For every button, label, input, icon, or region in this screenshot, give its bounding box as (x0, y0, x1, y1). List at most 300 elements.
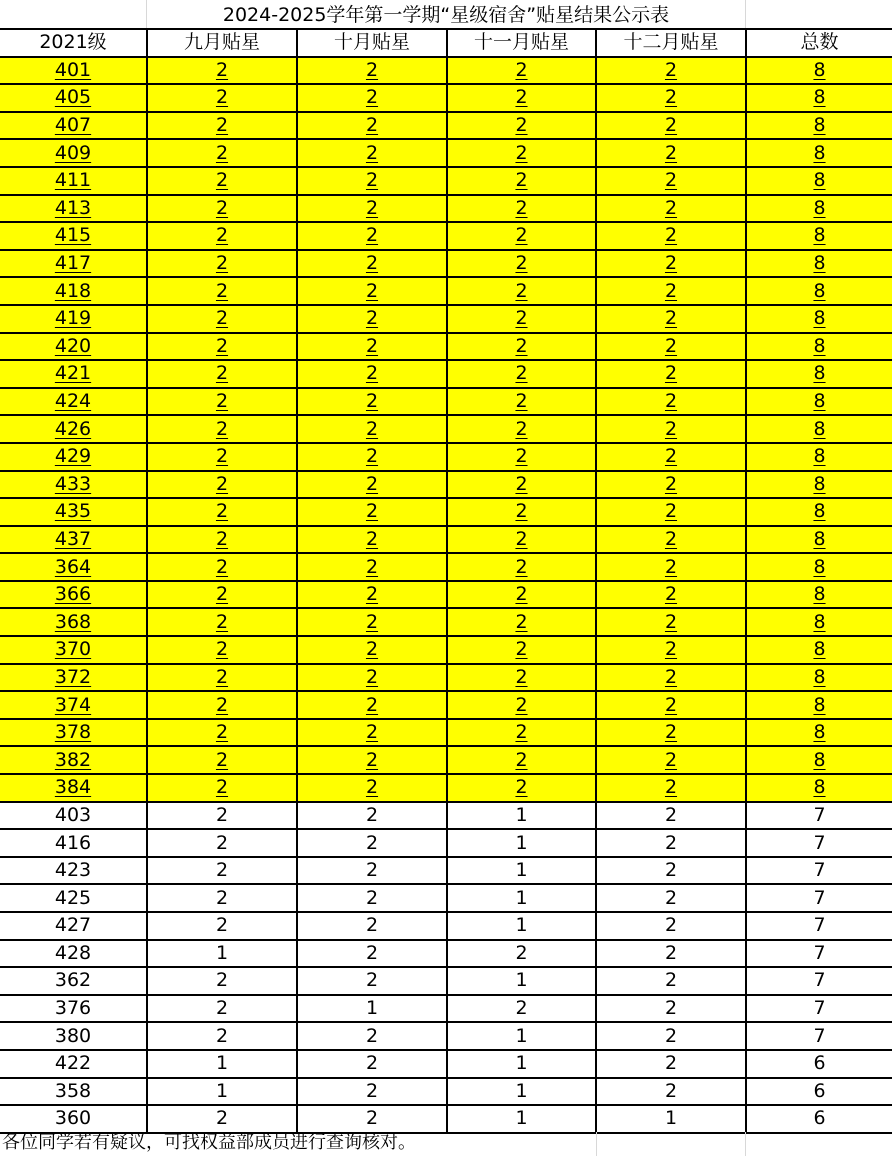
cell-value: 2 (664, 859, 678, 882)
cell-value: 2 (215, 859, 229, 882)
cell-september[interactable] (147, 802, 297, 830)
cell-september[interactable] (147, 1105, 297, 1133)
cell-december[interactable] (596, 995, 746, 1023)
cell-december[interactable] (596, 664, 746, 692)
cell-value: 2 (365, 665, 379, 688)
cell-december[interactable] (596, 774, 746, 802)
cell-september[interactable] (147, 167, 297, 195)
cell-november[interactable] (447, 360, 596, 388)
cell-value: 368 (54, 610, 92, 633)
cell-october[interactable] (297, 222, 447, 250)
cell-value: 374 (54, 693, 92, 716)
cell-october[interactable] (297, 995, 447, 1023)
cell-october[interactable] (297, 774, 447, 802)
cell-december[interactable] (596, 829, 746, 857)
cell-total[interactable] (746, 360, 892, 388)
cell-value: 2 (365, 638, 379, 661)
header-september[interactable]: 九月贴星 (147, 29, 297, 57)
cell-dorm[interactable] (0, 415, 147, 443)
cell-september[interactable] (147, 746, 297, 774)
cell-september[interactable] (147, 305, 297, 333)
cell-october[interactable] (297, 912, 447, 940)
cell-value: 1 (664, 1107, 678, 1130)
cell-october[interactable] (297, 250, 447, 278)
cell-total[interactable] (746, 719, 892, 747)
cell-november[interactable] (447, 581, 596, 609)
cell-value: 2 (365, 555, 379, 578)
cell-september[interactable] (147, 719, 297, 747)
cell-total[interactable] (746, 305, 892, 333)
table-row (0, 498, 892, 526)
cell-value: 8 (813, 58, 826, 81)
cell-december[interactable] (596, 526, 746, 554)
cell-september[interactable] (147, 1022, 297, 1050)
cell-september[interactable] (147, 333, 297, 361)
cell-october[interactable] (297, 967, 447, 995)
cell-november[interactable] (447, 829, 596, 857)
cell-dorm[interactable] (0, 526, 147, 554)
cell-total[interactable] (746, 829, 892, 857)
cell-dorm[interactable] (0, 1105, 147, 1133)
cell-december[interactable] (596, 636, 746, 664)
cell-december[interactable] (596, 57, 746, 85)
cell-november[interactable] (447, 746, 596, 774)
cell-dorm[interactable] (0, 774, 147, 802)
cell-december[interactable] (596, 912, 746, 940)
cell-december[interactable] (596, 250, 746, 278)
cell-october[interactable] (297, 195, 447, 223)
cell-november[interactable] (447, 277, 596, 305)
cell-dorm[interactable] (0, 857, 147, 885)
cell-value: 2 (215, 141, 229, 164)
cell-november[interactable] (447, 498, 596, 526)
cell-december[interactable] (596, 746, 746, 774)
cell-total[interactable] (746, 774, 892, 802)
cell-september[interactable] (147, 1050, 297, 1078)
cell-december[interactable] (596, 1105, 746, 1133)
cell-december[interactable] (596, 857, 746, 885)
cell-october[interactable] (297, 498, 447, 526)
cell-november[interactable] (447, 222, 596, 250)
cell-total[interactable] (746, 84, 892, 112)
cell-value: 2 (515, 334, 528, 357)
cell-november[interactable] (447, 250, 596, 278)
cell-december[interactable] (596, 360, 746, 388)
cell-december[interactable] (596, 112, 746, 140)
cell-november[interactable] (447, 995, 596, 1023)
cell-total[interactable] (746, 1105, 892, 1133)
cell-value: 425 (54, 886, 92, 909)
cell-november[interactable] (447, 940, 596, 968)
cell-value: 2 (365, 307, 379, 330)
cell-value: 2 (365, 114, 379, 137)
cell-total[interactable] (746, 967, 892, 995)
cell-total[interactable] (746, 608, 892, 636)
cell-dorm[interactable] (0, 940, 147, 968)
cell-october[interactable] (297, 636, 447, 664)
cell-september[interactable] (147, 443, 297, 471)
cell-value: 2 (215, 417, 229, 440)
cell-total[interactable] (746, 415, 892, 443)
cell-total[interactable] (746, 139, 892, 167)
cell-total[interactable] (746, 498, 892, 526)
cell-september[interactable] (147, 857, 297, 885)
cell-value: 376 (54, 997, 92, 1020)
cell-september[interactable] (147, 691, 297, 719)
cell-september[interactable] (147, 553, 297, 581)
cell-december[interactable] (596, 691, 746, 719)
cell-september[interactable] (147, 498, 297, 526)
cell-dorm[interactable] (0, 222, 147, 250)
cell-value: 2 (515, 196, 528, 219)
cell-november[interactable] (447, 333, 596, 361)
cell-october[interactable] (297, 443, 447, 471)
cell-october[interactable] (297, 526, 447, 554)
cell-september[interactable] (147, 139, 297, 167)
cell-september[interactable] (147, 829, 297, 857)
cell-dorm[interactable] (0, 802, 147, 830)
cell-october[interactable] (297, 1105, 447, 1133)
cell-dorm[interactable] (0, 995, 147, 1023)
cell-september[interactable] (147, 664, 297, 692)
cell-total[interactable] (746, 995, 892, 1023)
cell-dorm[interactable] (0, 57, 147, 85)
cell-november[interactable] (447, 967, 596, 995)
cell-october[interactable] (297, 829, 447, 857)
cell-value: 2 (515, 86, 528, 109)
cell-total[interactable] (746, 388, 892, 416)
cell-november[interactable] (447, 139, 596, 167)
cell-value: 417 (54, 252, 92, 275)
cell-total[interactable] (746, 857, 892, 885)
cell-october[interactable] (297, 553, 447, 581)
cell-december[interactable] (596, 608, 746, 636)
table-row (0, 746, 892, 774)
cell-november[interactable] (447, 608, 596, 636)
cell-dorm[interactable] (0, 608, 147, 636)
cell-december[interactable] (596, 222, 746, 250)
cell-december[interactable] (596, 553, 746, 581)
cell-value: 2 (365, 583, 379, 606)
cell-december[interactable] (596, 277, 746, 305)
cell-dorm[interactable] (0, 829, 147, 857)
cell-october[interactable] (297, 277, 447, 305)
cell-october[interactable] (297, 415, 447, 443)
cell-december[interactable] (596, 305, 746, 333)
cell-value: 8 (813, 610, 826, 633)
cell-value: 1 (515, 1107, 528, 1130)
cell-dorm[interactable] (0, 195, 147, 223)
cell-december[interactable] (596, 139, 746, 167)
cell-december[interactable] (596, 498, 746, 526)
cell-value: 2 (664, 390, 678, 413)
cell-december[interactable] (596, 333, 746, 361)
cell-value: 2 (515, 748, 528, 771)
cell-dorm[interactable] (0, 636, 147, 664)
cell-total[interactable] (746, 691, 892, 719)
cell-november[interactable] (447, 195, 596, 223)
header-total[interactable]: 总数 (746, 29, 892, 57)
cell-october[interactable] (297, 471, 447, 499)
cell-september[interactable] (147, 636, 297, 664)
cell-dorm[interactable] (0, 912, 147, 940)
cell-total[interactable] (746, 112, 892, 140)
cell-september[interactable] (147, 57, 297, 85)
cell-value: 429 (54, 445, 92, 468)
cell-october[interactable] (297, 1050, 447, 1078)
cell-dorm[interactable] (0, 581, 147, 609)
cell-value: 2 (664, 307, 678, 330)
cell-total[interactable] (746, 1022, 892, 1050)
cell-december[interactable] (596, 802, 746, 830)
cell-december[interactable] (596, 940, 746, 968)
cell-september[interactable] (147, 884, 297, 912)
cell-december[interactable] (596, 884, 746, 912)
cell-november[interactable] (447, 84, 596, 112)
cell-value: 370 (54, 638, 92, 661)
cell-november[interactable] (447, 415, 596, 443)
cell-september[interactable] (147, 526, 297, 554)
cell-value: 407 (54, 114, 92, 137)
cell-october[interactable] (297, 664, 447, 692)
cell-dorm[interactable] (0, 691, 147, 719)
cell-november[interactable] (447, 691, 596, 719)
cell-value: 2 (664, 583, 678, 606)
cell-november[interactable] (447, 1022, 596, 1050)
cell-total[interactable] (746, 746, 892, 774)
cell-dorm[interactable] (0, 664, 147, 692)
cell-value: 409 (54, 141, 92, 164)
cell-november[interactable] (447, 774, 596, 802)
cell-total[interactable] (746, 333, 892, 361)
cell-november[interactable] (447, 553, 596, 581)
cell-september[interactable] (147, 774, 297, 802)
footer-note[interactable]: 各位同学若有疑议，可找权益部成员进行查询核对。 (2, 1132, 416, 1153)
cell-october[interactable] (297, 608, 447, 636)
cell-october[interactable] (297, 719, 447, 747)
cell-october[interactable] (297, 333, 447, 361)
cell-november[interactable] (447, 664, 596, 692)
cell-december[interactable] (596, 167, 746, 195)
cell-value: 2 (515, 58, 528, 81)
cell-september[interactable] (147, 222, 297, 250)
cell-total[interactable] (746, 1078, 892, 1106)
cell-dorm[interactable] (0, 167, 147, 195)
cell-total[interactable] (746, 167, 892, 195)
cell-november[interactable] (447, 57, 596, 85)
cell-december[interactable] (596, 967, 746, 995)
header-november[interactable]: 十一月贴星 (447, 29, 596, 57)
cell-november[interactable] (447, 857, 596, 885)
cell-total[interactable] (746, 912, 892, 940)
cell-september[interactable] (147, 360, 297, 388)
cell-november[interactable] (447, 1078, 596, 1106)
cell-october[interactable] (297, 802, 447, 830)
cell-october[interactable] (297, 167, 447, 195)
cell-september[interactable] (147, 277, 297, 305)
cell-value: 2 (515, 721, 528, 744)
cell-november[interactable] (447, 471, 596, 499)
cell-dorm[interactable] (0, 250, 147, 278)
cell-value: 2 (215, 114, 229, 137)
cell-value: 2 (664, 914, 678, 937)
cell-december[interactable] (596, 471, 746, 499)
header-dorm[interactable]: 2021级 (0, 29, 147, 57)
cell-dorm[interactable] (0, 360, 147, 388)
cell-dorm[interactable] (0, 112, 147, 140)
cell-december[interactable] (596, 1078, 746, 1106)
cell-value: 2 (515, 610, 528, 633)
cell-december[interactable] (596, 1022, 746, 1050)
cell-dorm[interactable] (0, 1078, 147, 1106)
cell-value: 2 (515, 141, 528, 164)
cell-dorm[interactable] (0, 498, 147, 526)
cell-dorm[interactable] (0, 553, 147, 581)
cell-total[interactable] (746, 471, 892, 499)
cell-october[interactable] (297, 581, 447, 609)
cell-dorm[interactable] (0, 746, 147, 774)
cell-november[interactable] (447, 112, 596, 140)
cell-total[interactable] (746, 664, 892, 692)
cell-november[interactable] (447, 526, 596, 554)
cell-total[interactable] (746, 195, 892, 223)
cell-total[interactable] (746, 884, 892, 912)
cell-september[interactable] (147, 995, 297, 1023)
cell-value: 411 (54, 169, 92, 192)
cell-dorm[interactable] (0, 333, 147, 361)
cell-dorm[interactable] (0, 388, 147, 416)
cell-november[interactable] (447, 912, 596, 940)
cell-december[interactable] (596, 195, 746, 223)
cell-dorm[interactable] (0, 884, 147, 912)
cell-september[interactable] (147, 940, 297, 968)
cell-value: 2 (365, 141, 379, 164)
cell-dorm[interactable] (0, 84, 147, 112)
header-december[interactable]: 十二月贴星 (596, 29, 746, 57)
cell-dorm[interactable] (0, 719, 147, 747)
cell-value: 2 (664, 527, 678, 550)
cell-december[interactable] (596, 1050, 746, 1078)
cell-december[interactable] (596, 581, 746, 609)
cell-value: 6 (813, 1052, 826, 1075)
cell-november[interactable] (447, 305, 596, 333)
cell-december[interactable] (596, 719, 746, 747)
cell-september[interactable] (147, 195, 297, 223)
cell-september[interactable] (147, 608, 297, 636)
cell-total[interactable] (746, 277, 892, 305)
table-row (0, 277, 892, 305)
cell-value: 2 (664, 969, 678, 992)
cell-dorm[interactable] (0, 1050, 147, 1078)
cell-dorm[interactable] (0, 277, 147, 305)
cell-value: 8 (813, 114, 826, 137)
cell-value: 2 (215, 748, 229, 771)
cell-november[interactable] (447, 1105, 596, 1133)
cell-october[interactable] (297, 57, 447, 85)
cell-september[interactable] (147, 471, 297, 499)
cell-december[interactable] (596, 443, 746, 471)
cell-november[interactable] (447, 884, 596, 912)
cell-october[interactable] (297, 84, 447, 112)
cell-october[interactable] (297, 940, 447, 968)
cell-october[interactable] (297, 691, 447, 719)
cell-november[interactable] (447, 167, 596, 195)
cell-total[interactable] (746, 553, 892, 581)
cell-total[interactable] (746, 1050, 892, 1078)
cell-october[interactable] (297, 746, 447, 774)
cell-total[interactable] (746, 636, 892, 664)
cell-value: 8 (813, 334, 826, 357)
cell-total[interactable] (746, 581, 892, 609)
cell-value: 8 (813, 362, 826, 385)
table-row (0, 305, 892, 333)
header-october[interactable]: 十月贴星 (297, 29, 447, 57)
cell-december[interactable] (596, 84, 746, 112)
cell-november[interactable] (447, 443, 596, 471)
cell-september[interactable] (147, 250, 297, 278)
cell-october[interactable] (297, 857, 447, 885)
cell-dorm[interactable] (0, 305, 147, 333)
cell-total[interactable] (746, 57, 892, 85)
cell-november[interactable] (447, 719, 596, 747)
cell-value: 2 (664, 224, 678, 247)
cell-october[interactable] (297, 360, 447, 388)
cell-september[interactable] (147, 1078, 297, 1106)
cell-dorm[interactable] (0, 471, 147, 499)
cell-value: 2 (215, 969, 229, 992)
cell-november[interactable] (447, 802, 596, 830)
cell-total[interactable] (746, 222, 892, 250)
cell-value: 2 (215, 610, 229, 633)
cell-total[interactable] (746, 526, 892, 554)
cell-september[interactable] (147, 912, 297, 940)
cell-value: 8 (813, 307, 826, 330)
cell-dorm[interactable] (0, 1022, 147, 1050)
cell-dorm[interactable] (0, 443, 147, 471)
cell-value: 7 (813, 969, 826, 992)
cell-total[interactable] (746, 802, 892, 830)
cell-total[interactable] (746, 443, 892, 471)
cell-october[interactable] (297, 139, 447, 167)
cell-value: 419 (54, 307, 92, 330)
table-row (0, 802, 892, 830)
cell-september[interactable] (147, 84, 297, 112)
cell-september[interactable] (147, 112, 297, 140)
cell-value: 2 (215, 86, 229, 109)
cell-september[interactable] (147, 388, 297, 416)
cell-october[interactable] (297, 305, 447, 333)
cell-november[interactable] (447, 388, 596, 416)
cell-december[interactable] (596, 388, 746, 416)
cell-october[interactable] (297, 1078, 447, 1106)
cell-september[interactable] (147, 415, 297, 443)
cell-october[interactable] (297, 388, 447, 416)
cell-october[interactable] (297, 884, 447, 912)
cell-october[interactable] (297, 1022, 447, 1050)
cell-total[interactable] (746, 250, 892, 278)
cell-value: 2 (664, 776, 678, 799)
cell-november[interactable] (447, 636, 596, 664)
cell-december[interactable] (596, 415, 746, 443)
cell-september[interactable] (147, 581, 297, 609)
cell-november[interactable] (447, 1050, 596, 1078)
cell-total[interactable] (746, 940, 892, 968)
cell-october[interactable] (297, 112, 447, 140)
cell-dorm[interactable] (0, 967, 147, 995)
cell-value: 2 (515, 224, 528, 247)
cell-dorm[interactable] (0, 139, 147, 167)
cell-september[interactable] (147, 967, 297, 995)
